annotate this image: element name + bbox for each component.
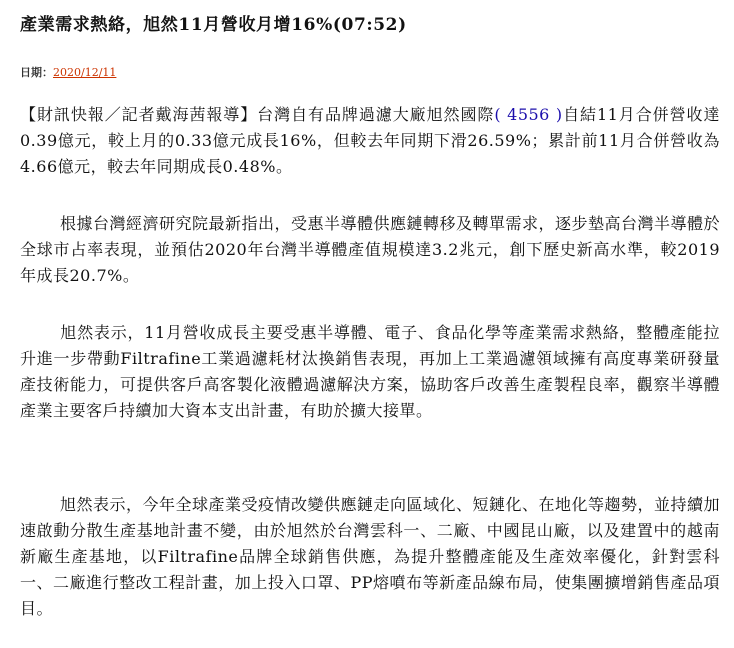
paragraph-1-lead: 【財訊快報／記者戴海茜報導】台灣自有品牌過濾大廠旭然國際 <box>20 105 495 124</box>
paragraph-1-rest: 自結11月合併營收達0.39億元，較上月的0.33億元成長16%，但較去年同期下滑26.59%；累計前11月合併營收為4.66億元，較去年同期成長0.48%。 <box>20 105 720 176</box>
paragraph-3 <box>20 320 720 424</box>
paragraph-2-text: 根據台灣經濟研究院最新指出，受惠半導體供應鏈轉移及轉單需求，逐步墊高台灣半導體於全球市占率表現，並預估2020年台灣半導體產值規模達3.2兆元，創下歷史新高水準，較2019年成長20.7%。 <box>20 214 721 285</box>
article-title: 產業需求熱絡，旭然11月營收月增16%(07:52) <box>20 15 407 35</box>
date-label: 日期： <box>20 66 53 79</box>
paragraph-4-text: 旭然表示，今年全球產業受疫情改變供應鏈走向區域化、短鏈化、在地化等趨勢，並持續加速啟動分散生產基地計畫不變，由於旭然於台灣雲科一、二廠、中國昆山廠，以及建置中的越南新廠生產基地，以Filtrafine品牌全球銷售供應，為提升整體產能及生產效率優化，針對雲科一、二廠進行整改工程計畫，加上投入口罩、PP熔噴布等新產品線布局，使集團擴增銷售產品項目。 <box>20 495 721 618</box>
date-link[interactable]: 2020/12/11 <box>53 66 117 79</box>
paragraph-4 <box>20 492 720 622</box>
paragraph-1 <box>20 102 720 180</box>
stock-code-link[interactable]: ( 4556 ) <box>494 105 563 124</box>
paragraph-3-text: 旭然表示，11月營收成長主要受惠半導體、電子、食品化學等產業需求熱絡，整體產能拉升進一步帶動Filtrafine工業過濾耗材汰換銷售表現，再加上工業過濾領域擁有高度專業研發量產技術能力，可提供客戶高客製化液體過濾解決方案，協助客戶改善生產製程良率，觀察半導體產業主要客戶持續加大資本支出計畫，有助於擴大接單。 <box>20 323 720 420</box>
paragraph-2 <box>20 211 720 289</box>
date-row <box>20 64 116 80</box>
